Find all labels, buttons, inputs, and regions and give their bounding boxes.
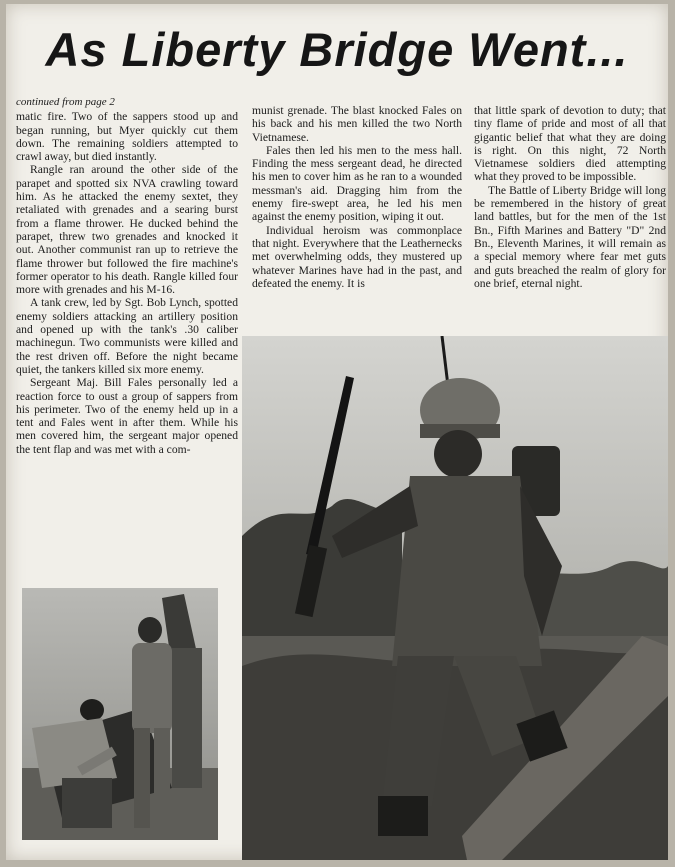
paragraph: A tank crew, led by Sgt. Bob Lynch, spotted enemy soldiers attacking an artillery position and opened up with the tank's .30 caliber machinegun. Two communists were killed and the rest driven off. Before the night became quiet, the tankers killed six more enemy. [16, 296, 238, 376]
article-column-1 [16, 96, 238, 456]
article-column-2 [252, 104, 462, 290]
paragraph: matic fire. Two of the sappers stood up and began running, but Myer quickly cut them down. The remaining soldiers attempted to crawl away, but died instantly. [16, 110, 238, 164]
paragraph: Sergeant Maj. Bill Fales personally led a reaction force to oust a group of sappers from his perimeter. Two of the enemy held up in a tent and Fales went in after them. While his men covered him, the sergeant major opened the tent flap and was met with a com- [16, 376, 238, 456]
paragraph: munist grenade. The blast knocked Fales on his back and his men killed the two North Vietnamese. [252, 104, 462, 144]
paragraph: Individual heroism was commonplace that night. Everywhere that the Leathernecks met overwhelming odds, they mustered up whatever Marines have had in the past, and defeated the enemy. It is [252, 223, 462, 290]
paragraph: that little spark of devotion to duty; that tiny flame of pride and most of all that gigantic belief that what they are doing is right. On this night, 72 North Vietnamese soldiers died attempting what they proved to be impossible. [474, 104, 666, 184]
paragraph: Fales then led his men to the mess hall. Finding the mess sergeant dead, he directed his men to cover him as he ran to a wounded messman's aid. Dragging him from the enemy fire-swept area, he led his men against the enemy position, wiping it out. [252, 143, 462, 224]
paragraph: The Battle of Liberty Bridge will long be remembered in the history of great land battles, but for the men of the 1st Bn., Fifth Marines and Battery "D" 2nd Bn., Eleventh Marines, it will remain as a special memory where fear met guts and guts breached the realm of glory for one brief, eternal night. [474, 183, 666, 290]
magazine-page [6, 4, 668, 860]
paragraph: Rangle ran around the other side of the parapet and spotted six NVA crawling toward him. As he attacked the enemy sextet, they retaliated with grenades and a searing burst from a flame thrower. He ducked behind the parapet, threw two grenades and knocked it out. Another communist ran up to retrieve the flame thrower but followed the fire machine's former operator to his death. Rangle killed four more with grenades and his M-16. [16, 163, 238, 297]
continued-note: continued from page 2 [16, 96, 115, 108]
artillery-crew-photo [22, 588, 218, 840]
article-column-3 [474, 104, 666, 290]
headline: As Liberty Bridge Went... [45, 23, 629, 76]
marine-with-rifle-photo [242, 336, 668, 860]
